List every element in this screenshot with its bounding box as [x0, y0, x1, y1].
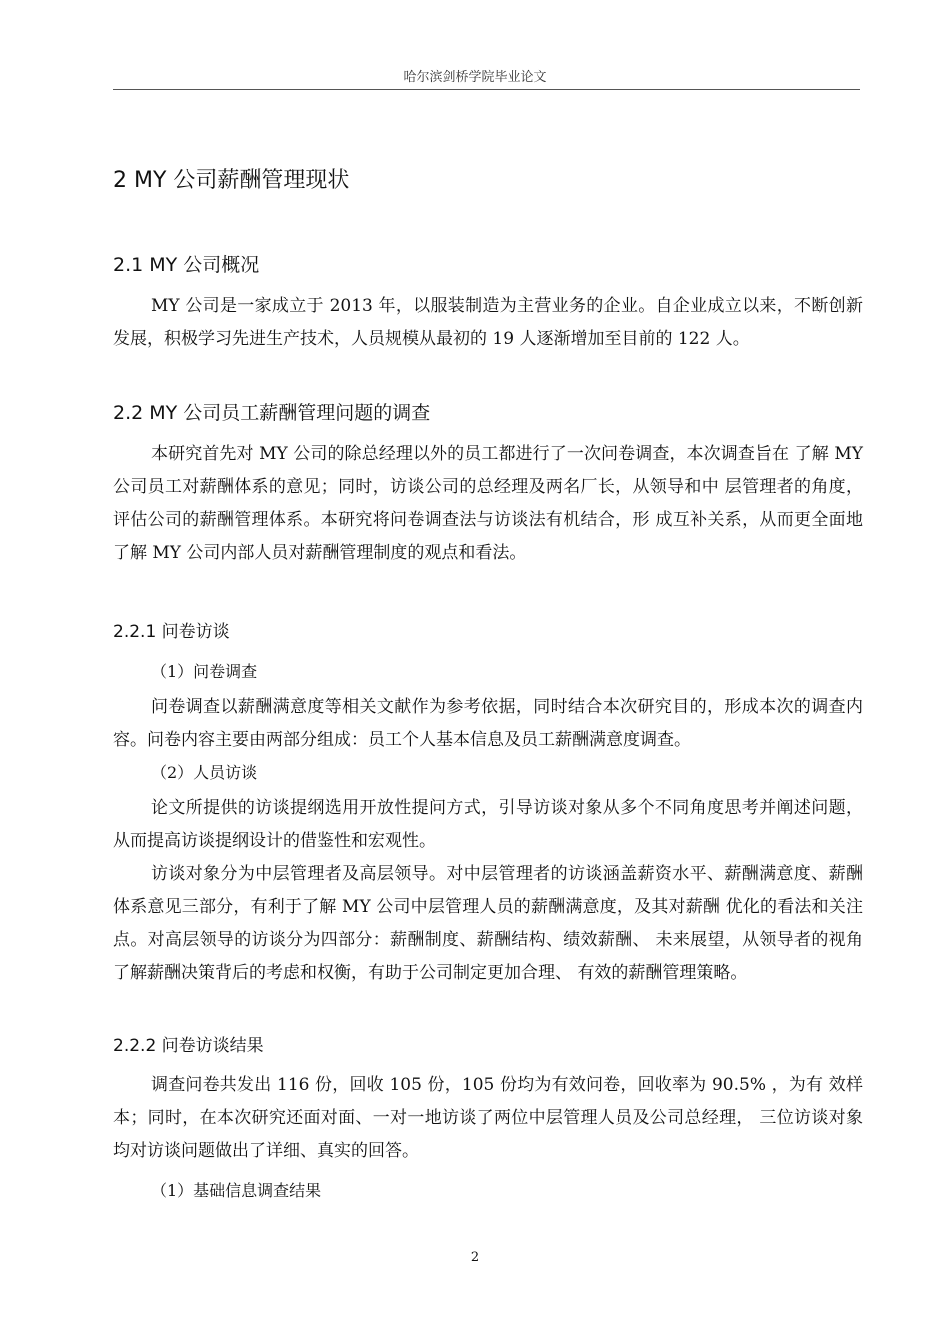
- page-header: 哈尔滨剑桥学院毕业论文: [403, 70, 547, 85]
- chapter-title: 2 MY 公司薪酬管理现状: [113, 168, 350, 193]
- section-heading-2-1: 2.1 MY 公司概况: [113, 254, 260, 276]
- section-heading-2-2: 2.2 MY 公司员工薪酬管理问题的调查: [113, 402, 431, 424]
- questionnaire-paragraph: 问卷调查以薪酬满意度等相关文献作为参考依据，同时结合本次研究目的，形成本次的调查内容。问卷内容主要由两部分组成：员工个人基本信息及员工薪酬满意度调查。: [113, 697, 863, 750]
- item-label-interview: （2）人员访谈: [151, 763, 258, 782]
- subsection-heading-2-2-1: 2.2.1 问卷访谈: [113, 622, 230, 642]
- section-2-2-paragraph: 本研究首先对 MY 公司的除总经理以外的员工都进行了一次问卷调查，本次调查旨在 了解 MY 公司员工对薪酬体系的意见；同时，访谈公司的总经理及两名厂长，从领导和中 层管理者的角度，评估公司的薪酬管理体系。本研究将问卷调查法与访谈法有机结合，形 成互补关系，从而更全面地了解 MY 公司内部人员对薪酬管理制度的观点和看法。: [113, 444, 863, 563]
- subsection-heading-2-2-2: 2.2.2 问卷访谈结果: [113, 1036, 264, 1056]
- page-number: 2: [470, 1250, 480, 1265]
- results-paragraph: 调查问卷共发出 116 份，回收 105 份，105 份均为有效问卷，回收率为 90.5% ，为有 效样本；同时，在本次研究还面对面、一对一地访谈了两位中层管理人员及公司总经理， 三位访谈对象均对访谈问题做出了详细、真实的回答。: [113, 1075, 863, 1161]
- interview-paragraph-1: 论文所提供的访谈提纲选用开放性提问方式，引导访谈对象从多个不同角度思考并阐述问题，从而提高访谈提纲设计的借鉴性和宏观性。: [113, 798, 863, 851]
- section-2-1-paragraph: MY 公司是一家成立于 2013 年，以服装制造为主营业务的企业。自企业成立以来，不断创新发展，积极学习先进生产技术，人员规模从最初的 19 人逐渐增加至目前的 122 人。: [113, 296, 863, 349]
- header-divider: [113, 89, 860, 90]
- item-label-questionnaire: （1）问卷调查: [151, 662, 258, 681]
- interview-paragraph-2: 访谈对象分为中层管理者及高层领导。对中层管理者的访谈涵盖薪资水平、薪酬满意度、薪酬体系意见三部分，有利于了解 MY 公司中层管理人员的薪酬满意度，及其对薪酬 优化的看法和关注点。对高层领导的访谈分为四部分：薪酬制度、薪酬结构、绩效薪酬、 未来展望，从领导者的视角了解薪酬决策背后的考虑和权衡，有助于公司制定更加合理、 有效的薪酬管理策略。: [113, 864, 863, 983]
- item-label-basic-info: （1）基础信息调查结果: [151, 1181, 322, 1200]
